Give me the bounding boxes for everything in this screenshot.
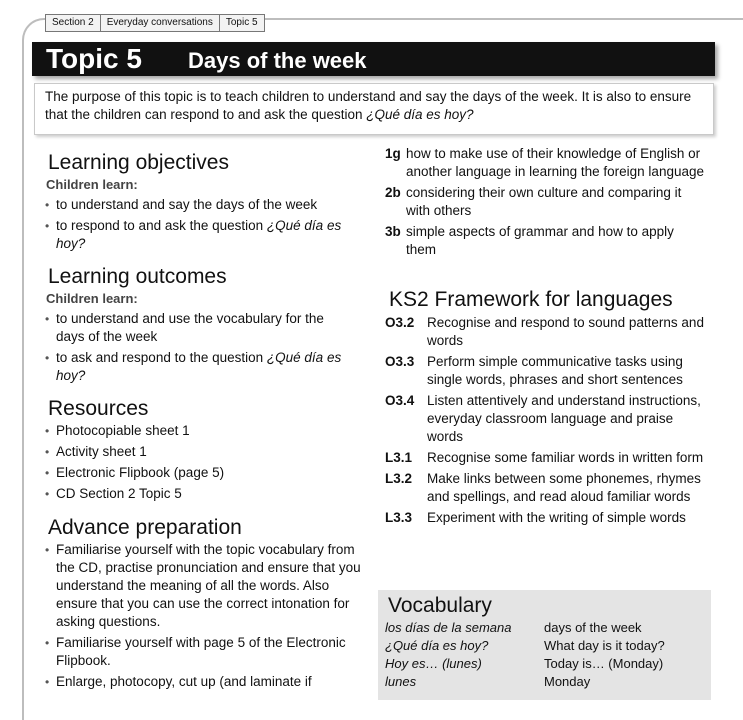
list-item <box>385 470 705 506</box>
outcomes-list <box>45 310 345 388</box>
list-item: • CD Section 2 Topic 5 <box>45 485 350 503</box>
list-item <box>385 145 705 181</box>
objectives-continued <box>385 145 705 262</box>
list-item <box>385 392 705 446</box>
intro-text: The purpose of this topic is to teach children to understand and say the days of the week. It is also to ensure that the children can respond to and ask the question <box>45 89 692 122</box>
breadcrumb-section: Section 2 <box>46 15 101 31</box>
item-code: 3b <box>385 224 401 239</box>
breadcrumb <box>45 14 265 32</box>
breadcrumb-category: Everyday conversations <box>101 15 220 31</box>
item-text: Perform simple communicative tasks using single words, phrases and short sentences <box>427 354 683 387</box>
item-text: considering their own culture and comparing it with others <box>406 185 682 218</box>
advance-list <box>45 541 365 694</box>
item-text: Recognise and respond to sound patterns and words <box>427 315 704 348</box>
topic-number: Topic 5 <box>46 43 142 74</box>
vocabulary-table <box>385 619 665 691</box>
list-item-question: ¿Qué día es hoy? <box>56 350 342 383</box>
list-item-text: to ask and respond to the question <box>56 350 267 365</box>
item-code: O3.2 <box>385 315 415 330</box>
table-row <box>385 619 665 637</box>
list-item <box>45 217 346 253</box>
list-item: • Electronic Flipbook (page 5) <box>45 464 350 482</box>
item-code: O3.3 <box>385 354 415 369</box>
objectives-subheading: Children learn: <box>46 177 138 192</box>
table-row <box>385 637 665 655</box>
outcomes-heading: Learning outcomes <box>48 265 227 288</box>
english-term: days of the week <box>544 620 642 635</box>
list-item <box>45 196 350 214</box>
list-item <box>45 310 345 346</box>
outcomes-subheading: Children learn: <box>46 291 138 306</box>
item-code: L3.2 <box>385 471 413 486</box>
objectives-list <box>45 196 350 256</box>
item-text: simple aspects of grammar and how to apply them <box>406 224 674 257</box>
spanish-term: ¿Qué día es hoy? <box>385 638 489 653</box>
list-item: • Photocopiable sheet 1 <box>45 422 350 440</box>
list-item: • Enlarge, photocopy, cut up (and laminate if <box>45 673 365 691</box>
list-item-text: to understand and say the days of the week <box>56 197 318 212</box>
spanish-term: lunes <box>385 674 417 689</box>
list-item <box>385 184 705 220</box>
list-item-text: to understand and use the vocabulary for the days of the week <box>56 311 324 344</box>
list-item: • Familiarise yourself with page 5 of the Electronic Flipbook. <box>45 634 365 670</box>
breadcrumb-topic: Topic 5 <box>225 17 258 28</box>
list-item <box>385 449 705 467</box>
list-item <box>385 509 705 527</box>
page-title: Days of the week <box>188 48 367 73</box>
item-code: 1g <box>385 146 401 161</box>
item-text: how to make use of their knowledge of English or another language in learning the foreign language <box>406 146 704 179</box>
intro-question: ¿Qué día es hoy? <box>366 107 474 122</box>
list-item <box>385 223 705 259</box>
framework-list <box>385 314 705 530</box>
list-item: • Familiarise yourself with the topic vocabulary from the CD, practise pronunciation and ensure that you understand the meaning of all the words. Also ensure that you can use the correct intonation for asking questions. <box>45 541 365 631</box>
vocabulary-heading: Vocabulary <box>388 594 492 617</box>
english-term: Today is… (Monday) <box>544 656 664 671</box>
table-row <box>385 673 665 691</box>
objectives-heading: Learning objectives <box>48 151 229 174</box>
list-item <box>385 353 705 389</box>
item-code: L3.1 <box>385 450 413 465</box>
spanish-term: los días de la semana <box>385 620 512 635</box>
item-text: Experiment with the writing of simple words <box>427 510 686 525</box>
item-code: O3.4 <box>385 393 415 408</box>
english-term: Monday <box>544 674 591 689</box>
list-item-question: ¿Qué día es hoy? <box>56 218 342 251</box>
item-text: Recognise some familiar words in written form <box>427 450 704 465</box>
intro-box <box>34 83 714 135</box>
english-term: What day is it today? <box>544 638 665 653</box>
resources-heading: Resources <box>48 397 149 420</box>
item-code: L3.3 <box>385 510 413 525</box>
title-bar <box>32 42 715 76</box>
list-item: • Activity sheet 1 <box>45 443 350 461</box>
spanish-term: Hoy es… (lunes) <box>385 656 482 671</box>
item-code: 2b <box>385 185 401 200</box>
resources-list <box>45 422 350 506</box>
list-item <box>45 349 345 385</box>
item-text: Listen attentively and understand instructions, everyday classroom language and praise words <box>427 393 701 444</box>
list-item-text: to respond to and ask the question <box>56 218 267 233</box>
table-row <box>385 655 665 673</box>
framework-heading: KS2 Framework for languages <box>389 288 673 311</box>
vocabulary-box <box>378 590 711 700</box>
list-item <box>385 314 705 350</box>
advance-heading: Advance preparation <box>48 516 242 539</box>
item-text: Make links between some phonemes, rhymes and spellings, and read aloud familiar words <box>427 471 701 504</box>
